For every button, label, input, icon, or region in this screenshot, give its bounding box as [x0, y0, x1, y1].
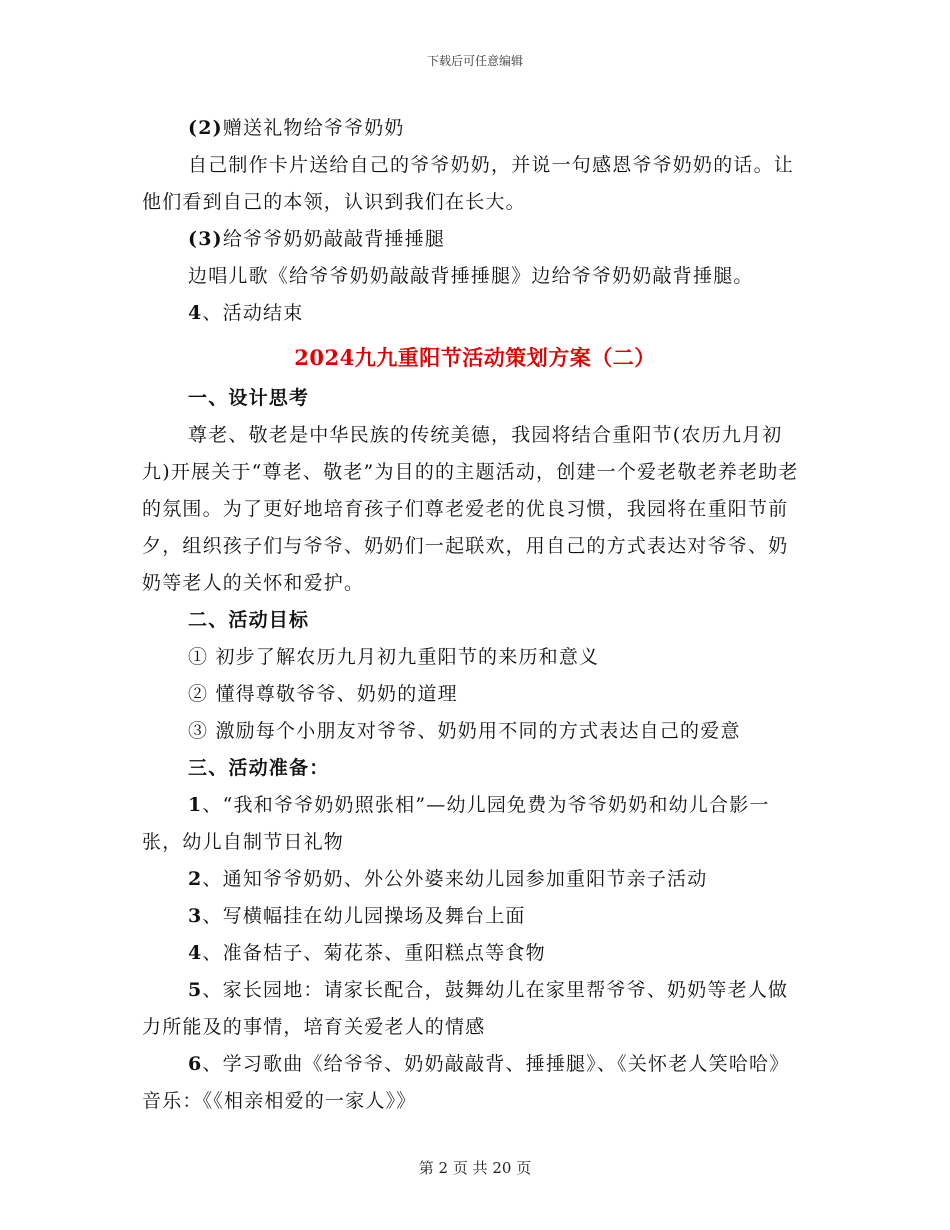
prep-item-number: 3 [188, 905, 203, 927]
item-2-number: (2) [188, 117, 223, 139]
prep-item-text: 、通知爷爷奶奶、外公外婆来幼儿园参加重阳节亲子活动 [202, 868, 708, 890]
item-4-title [142, 295, 808, 332]
goal-item: ③ 激励每个小朋友对爷爷、奶奶用不同的方式表达自己的爱意 [188, 720, 741, 742]
document-title: 2024九九重阳节活动策划方案（二） [294, 345, 656, 370]
prep-item [142, 861, 808, 898]
prep-item [142, 898, 808, 935]
section-1-heading: 一、设计思考 [188, 387, 310, 409]
prep-item-number: 1 [188, 794, 203, 816]
item-3-body: 边唱儿歌《给爷爷奶奶敲敲背捶捶腿》边给爷爷奶奶敲背捶腿。 [188, 265, 754, 287]
goal-item: ① 初步了解农历九月初九重阳节的来历和意义 [188, 646, 600, 668]
item-3-title [142, 221, 808, 258]
prep-item-number: 6 [188, 1053, 203, 1075]
item-3-number: (3) [188, 228, 223, 250]
prep-item [142, 787, 808, 861]
prep-item-number: 2 [188, 868, 203, 890]
page-footer: 第 2 页 共 20 页 [418, 1159, 532, 1177]
prep-item-text: 、学习歌曲《给爷爷、奶奶敲敲背、捶捶腿》、《关怀老人笑哈哈》音乐：《《相亲相爱的一家人》》 [142, 1053, 790, 1112]
item-2-title [142, 110, 808, 147]
prep-item [142, 935, 808, 972]
item-3-title-text: 给爷爷奶奶敲敲背捶捶腿 [222, 228, 446, 250]
prep-item-text: 、写横幅挂在幼儿园操场及舞台上面 [202, 905, 526, 927]
document-body [142, 110, 808, 1120]
prep-item-number: 5 [188, 979, 203, 1001]
item-2-title-text: 赠送礼物给爷爷奶奶 [222, 117, 405, 139]
prep-item-number: 4 [188, 942, 203, 964]
item-2-body: 自己制作卡片送给自己的爷爷奶奶，并说一句感恩爷爷奶奶的话。让他们看到自己的本领，认识到我们在长大。 [142, 154, 795, 213]
prep-item-text: 、“我和爷爷奶奶照张相”—幼儿园免费为爷爷奶奶和幼儿合影一张，幼儿自制节日礼物 [142, 794, 770, 853]
item-4-title-text: 、活动结束 [202, 302, 304, 324]
prep-item [142, 1046, 808, 1120]
prep-item [142, 972, 808, 1046]
section-1-body: 尊老、敬老是中华民族的传统美德，我园将结合重阳节(农历九月初九)开展关于“尊老、敬老”为目的的主题活动，创建一个爱老敬老养老助老的氛围。为了更好地培育孩子们尊老爱老的优良习惯，我园将在重阳节前夕，组织孩子们与爷爷、奶奶们一起联欢，用自己的方式表达对爷爷、奶奶等老人的关怀和爱护。 [142, 424, 799, 594]
prep-item-text: 、准备桔子、菊花茶、重阳糕点等食物 [202, 942, 546, 964]
prep-item-text: 、家长园地：请家长配合，鼓舞幼儿在家里帮爷爷、奶奶等老人做力所能及的事情，培育关爱老人的情感 [142, 979, 789, 1038]
section-3-heading: 三、活动准备： [188, 757, 330, 779]
page-header: 下载后可任意编辑 [426, 54, 523, 68]
goal-item: ② 懂得尊敬爷爷、奶奶的道理 [188, 683, 458, 705]
item-4-number: 4 [188, 302, 203, 324]
section-2-heading: 二、活动目标 [188, 609, 310, 631]
